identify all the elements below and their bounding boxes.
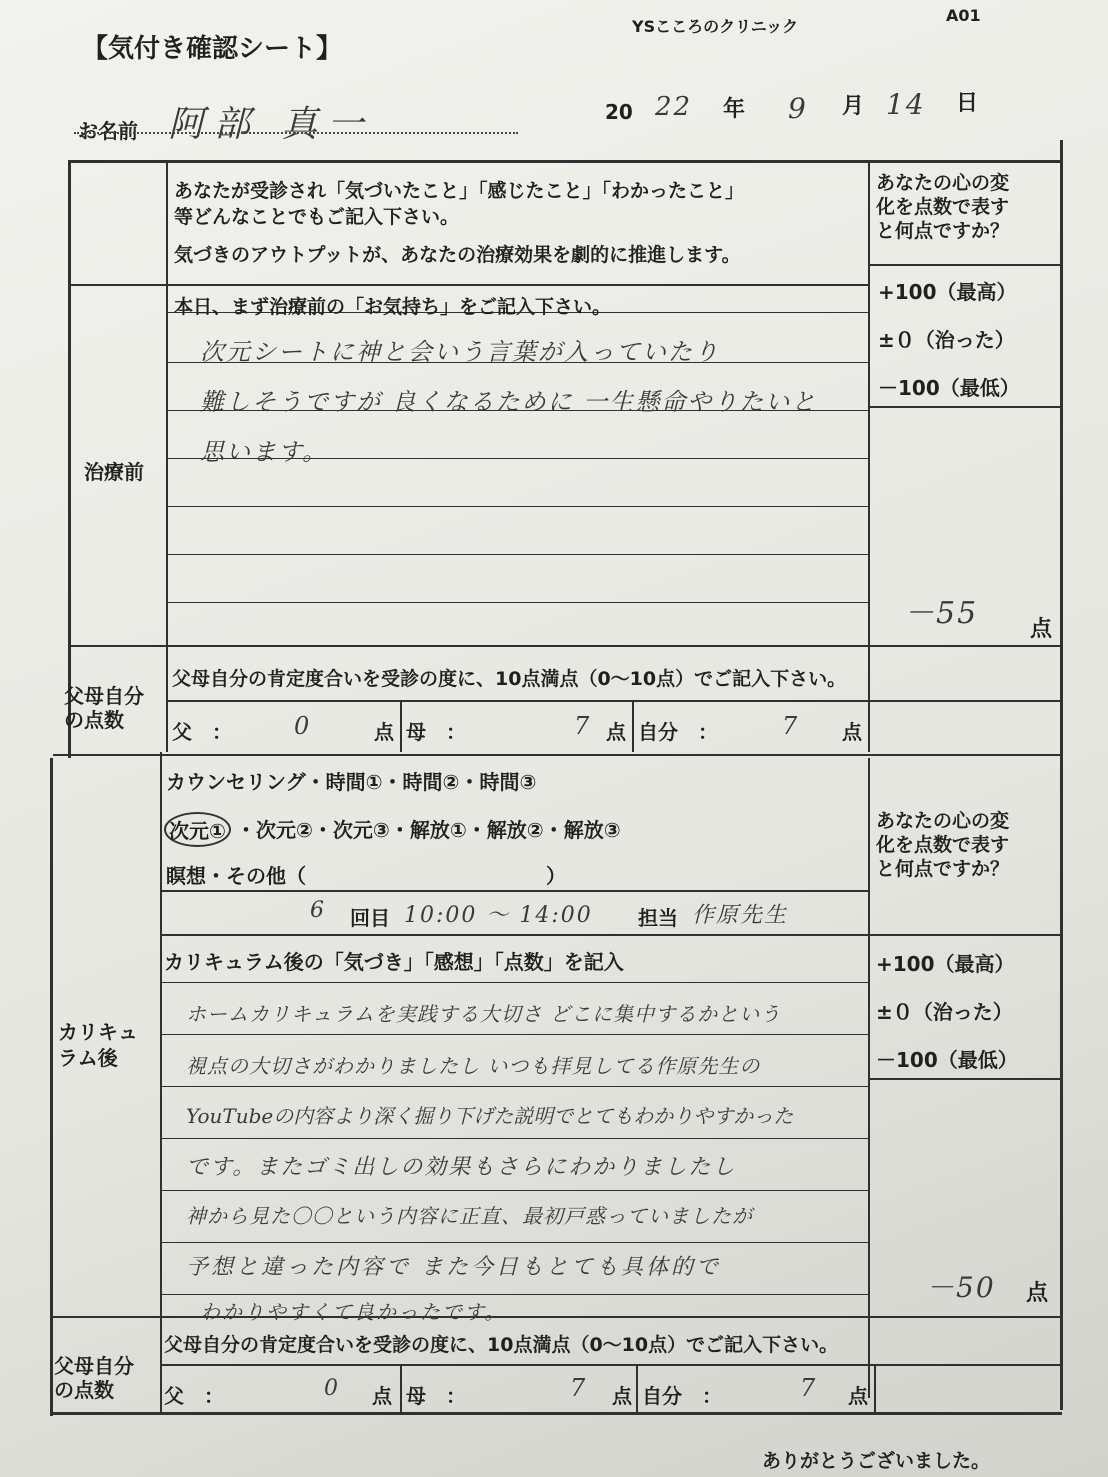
before-prompt: 本日、まず治療前の「お気持ち」をご記入下さい。 [174, 296, 612, 318]
parents2-mother-value: 7 [570, 1374, 588, 1402]
after-options-row-1: カウンセリング・時間①・時間②・時間③ [166, 770, 537, 794]
month-value: 9 [788, 92, 808, 125]
after-score-question-2: 化を点数で表す [876, 834, 1010, 856]
after-line-7: わかりやすくて良かったです。 [200, 1300, 507, 1324]
parents1-father-unit: 点 [374, 720, 394, 744]
parents1-self-label: 自分 ： [638, 720, 718, 744]
before-line-2: 難しそうですが 良くなるために 一生懸命やりたいと [200, 388, 818, 416]
session-count: 6 [310, 898, 326, 923]
after-options-row-3: 瞑想・その他（ ） [166, 864, 566, 888]
parents2-father-value: 0 [324, 1376, 340, 1401]
after-line-5: 神から見た〇〇という内容に正直、最初戸惑っていましたが [186, 1204, 753, 1228]
clinic-name: YSこころのクリニック [632, 17, 799, 36]
after-line-3: YouTubeの内容より深く掘り下げた説明でとてもわかりやすかった [186, 1104, 794, 1128]
after-score-question-1: あなたの心の変 [876, 810, 1010, 832]
before-scale-min: －100（最低） [878, 376, 1020, 400]
parents1-father-value: 0 [294, 712, 312, 740]
parents1-self-unit: 点 [842, 720, 862, 744]
parents1-mother-label: 母 ： [406, 720, 466, 744]
staff-label: 担当 [638, 906, 678, 930]
intro-line-3: 気づきのアウトプットが、あなたの治療効果を劇的に推進します。 [174, 244, 741, 266]
year-unit: 年 [723, 97, 746, 122]
parents1-label-1: 父母自分 [64, 684, 144, 708]
after-score-question-3: と何点ですか？ [876, 858, 1010, 880]
name-value: 阿部 真一 [168, 104, 374, 145]
sheet-title: 【気付き確認シート】 [82, 34, 343, 64]
before-score-unit: 点 [1030, 617, 1053, 642]
after-scale-zero: ±０（治った） [876, 1000, 1013, 1024]
after-scale-max: +100（最高） [876, 952, 1015, 976]
parents2-father-label: 父 ： [164, 1384, 224, 1408]
day-value: 14 [886, 88, 926, 121]
session-unit: 回目 [350, 906, 390, 930]
thanks-message: ありがとうございました。 [762, 1450, 991, 1472]
parents2-self-unit: 点 [848, 1384, 868, 1408]
intro-line-2: 等どんなことでもご記入下さい。 [174, 206, 460, 228]
parents1-self-value: 7 [782, 712, 800, 740]
parents2-self-value: 7 [800, 1374, 818, 1402]
score-question-2: 化を点数で表す [876, 196, 1010, 218]
after-scale-min: －100（最低） [876, 1048, 1018, 1072]
parents2-label-1: 父母自分 [54, 1354, 134, 1378]
month-unit: 月 [842, 94, 865, 119]
form-code: A01 [946, 6, 981, 25]
parents1-label-2: の点数 [64, 708, 124, 732]
after-line-2: 視点の大切さがわかりましたし いつも拝見してる作原先生の [186, 1054, 761, 1078]
parents2-prompt: 父母自分の肯定度合いを受診の度に、10点満点（0〜10点）でご記入下さい。 [164, 1334, 839, 1356]
year-value: 22 [655, 92, 693, 122]
score-question-3: と何点ですか？ [876, 220, 1010, 242]
before-line-1: 次元シートに神と会いう言葉が入っていたり [200, 338, 720, 366]
before-scale-zero: ±０（治った） [878, 328, 1015, 352]
before-scale-max: +100（最高） [878, 280, 1017, 304]
after-score-unit: 点 [1026, 1281, 1049, 1306]
staff-value: 作原先生 [692, 903, 789, 928]
parents1-father-label: 父 ： [172, 720, 232, 744]
after-options-row-2: ・次元②・次元③・解放①・解放②・解放③ [236, 818, 621, 842]
parents1-prompt: 父母自分の肯定度合いを受診の度に、10点満点（0〜10点）でご記入下さい。 [172, 668, 847, 690]
parents1-mother-unit: 点 [606, 720, 626, 744]
name-underline [74, 132, 518, 134]
parents1-mother-value: 7 [574, 712, 592, 740]
after-line-4: です。またゴミ出しの効果もさらにわかりましたし [186, 1155, 737, 1180]
intro-line-1: あなたが受診され「気づいたこと」「感じたこと」「わかったこと」 [174, 180, 745, 202]
year-prefix: 20 [605, 100, 633, 124]
session-time: 10:00 〜 14:00 [404, 903, 593, 928]
before-line-3: 思います。 [200, 438, 329, 466]
name-label: お名前 [78, 119, 138, 143]
day-unit: 日 [956, 91, 979, 116]
parents2-mother-label: 母 ： [406, 1384, 466, 1408]
after-line-6: 予想と違った内容で また今日もとても具体的で [186, 1255, 721, 1280]
before-label: 治療前 [84, 460, 144, 484]
parents2-father-unit: 点 [372, 1384, 392, 1408]
before-score-value: －55 [904, 596, 979, 631]
after-prompt: カリキュラム後の「気づき」「感想」「点数」を記入 [164, 950, 624, 974]
after-score-value: －50 [926, 1271, 996, 1304]
parents2-label-2: の点数 [54, 1378, 114, 1402]
after-line-1: ホームカリキュラムを実践する大切さ どこに集中するかという [186, 1002, 782, 1026]
parents2-mother-unit: 点 [612, 1384, 632, 1408]
score-question-1: あなたの心の変 [876, 172, 1010, 194]
after-label-2: ラム後 [58, 1046, 118, 1070]
after-label-1: カリキュ [58, 1020, 138, 1044]
after-options-row-2-circled: 次元① [164, 812, 231, 847]
parents2-self-label: 自分 ： [642, 1384, 722, 1408]
